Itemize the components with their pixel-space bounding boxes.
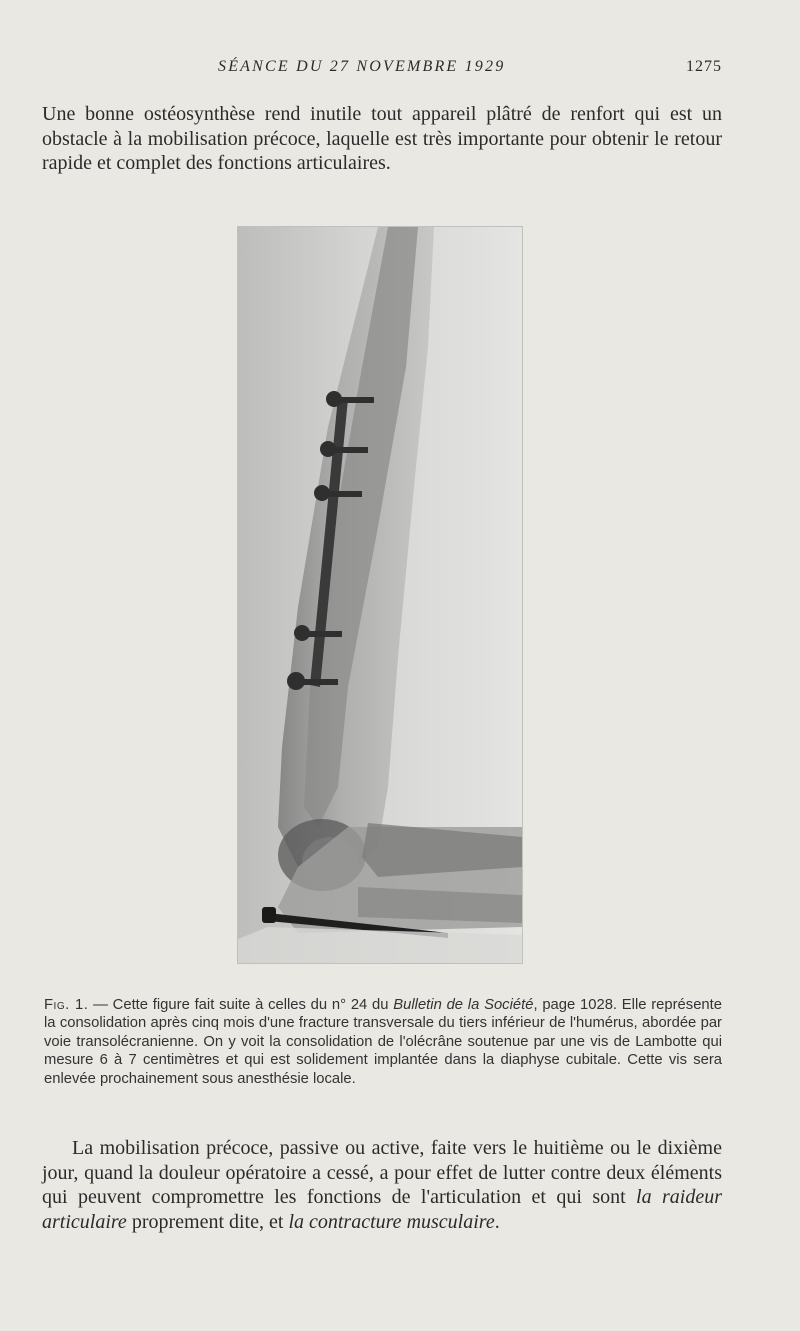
paragraph-bottom-italic-1: la raideur articulaire [42,1186,722,1233]
page-number: 1275 [686,58,722,75]
caption-text-1: Cette figure fait suite à celles du n° 24 du [112,997,394,1013]
xray-image [238,227,522,963]
caption-text-2: , page 1028. Elle représente la consolidation après cinq mois d'une fracture transversale du tiers inférieur de l'humérus, abordée par voie transolécranienne. On y voit la consolidation de l'olécrâne soutenue par une vis de Lambotte qui mesure 6 à 7 centimètres et qui est solidement implantée dans la diaphyse cubitale. Cette vis sera enlevée prochainement sous anesthésie locale. [44,997,722,1087]
caption-journal: Bulletin de la Société [393,997,534,1013]
caption-dash: — [88,997,113,1013]
paragraph-bottom [42,1136,722,1234]
paragraph-top: Une bonne ostéosynthèse rend inutile tout appareil plâtré de renfort qui est un obstacle à la mobilisation précoce, laquelle est très importante pour obtenir le retour rapide et complet des fonctions articulaires. [42,103,722,174]
paragraph-bottom-text-3: . [494,1210,500,1233]
paragraph-bottom-text-2: proprement dite, et [126,1210,289,1233]
caption-label: Fig. 1. [44,997,89,1013]
running-title: SÉANCE DU 27 NOVEMBRE 1929 [218,58,506,75]
paragraph-bottom-italic-2: la contracture musculaire [288,1210,495,1233]
running-header [0,58,800,82]
paragraph-bottom-text-1: La mobilisation précoce, passive ou active, faite vers le huitième ou le dixième jour, quand la douleur opératoire a cessé, a pour effet de lutter contre deux éléments qui peuvent compromettre les fonctions de l'articulation et qui sont [42,1137,722,1209]
xray-figure [237,226,523,964]
figure-caption [44,996,722,1088]
